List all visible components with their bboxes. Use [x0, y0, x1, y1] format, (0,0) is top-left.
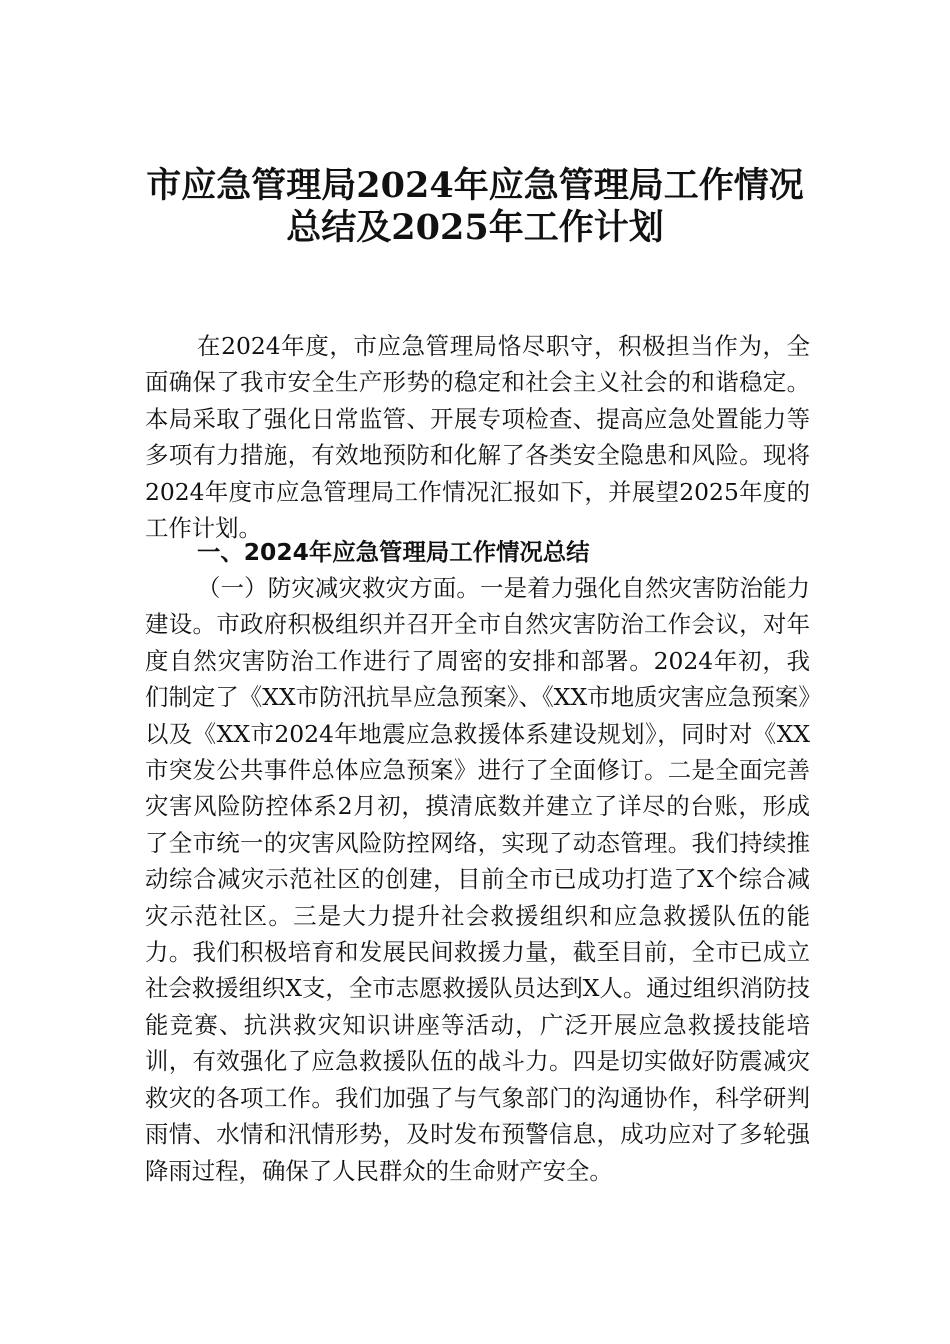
document-title-line-1: 市应急管理局2024年应急管理局工作情况 — [146, 165, 804, 206]
section-heading: 一、2024年应急管理局工作情况总结 — [197, 538, 590, 566]
section-paragraph: （一）防灾减灾救灾方面。一是着力强化自然灾害防治能力建设。市政府积极组织并召开全市自然灾害防治工作会议，对年度自然灾害防治工作进行了周密的安排和部署。2024年初，我们制定了《XX市防汛抗旱应急预案》、《XX市地质灾害应急预案》以及《XX市2024年地震应急救援体系建设规划》，同时对《XX市突发公共事件总体应急预案》进行了全面修订。二是全面完善灾害风险防控体系2月初，摸清底数并建立了详尽的台账，形成了全市统一的灾害风险防控网络，实现了动态管理。我们持续推动综合减灾示范社区的创建，目前全市已成功打造了X个综合减灾示范社区。三是大力提升社会救援组织和应急救援队伍的能力。我们积极培育和发展民间救援力量，截至目前，全市已成立社会救援组织X支，全市志愿救援队员达到X人。通过组织消防技能竞赛、抗洪救灾知识讲座等活动，广泛开展应急救援技能培训，有效强化了应急救援队伍的战斗力。四是切实做好防震减灾救灾的各项工作。我们加强了与气象部门的沟通协作，科学研判雨情、水情和汛情形势，及时发布预警信息，成功应对了多轮强降雨过程，确保了人民群众的生命财产安全。 — [145, 574, 810, 1185]
document-title-line-2: 总结及2025年工作计划 — [286, 207, 664, 248]
intro-paragraph: 在2024年度，市应急管理局恪尽职守，积极担当作为，全面确保了我市安全生产形势的稳定和社会主义社会的和谐稳定。本局采取了强化日常监管、开展专项检查、提高应急处置能力等多项有力措施，有效地预防和化解了各类安全隐患和风险。现将2024年度市应急管理局工作情况汇报如下，并展望2025年度的工作计划。 — [145, 332, 810, 543]
